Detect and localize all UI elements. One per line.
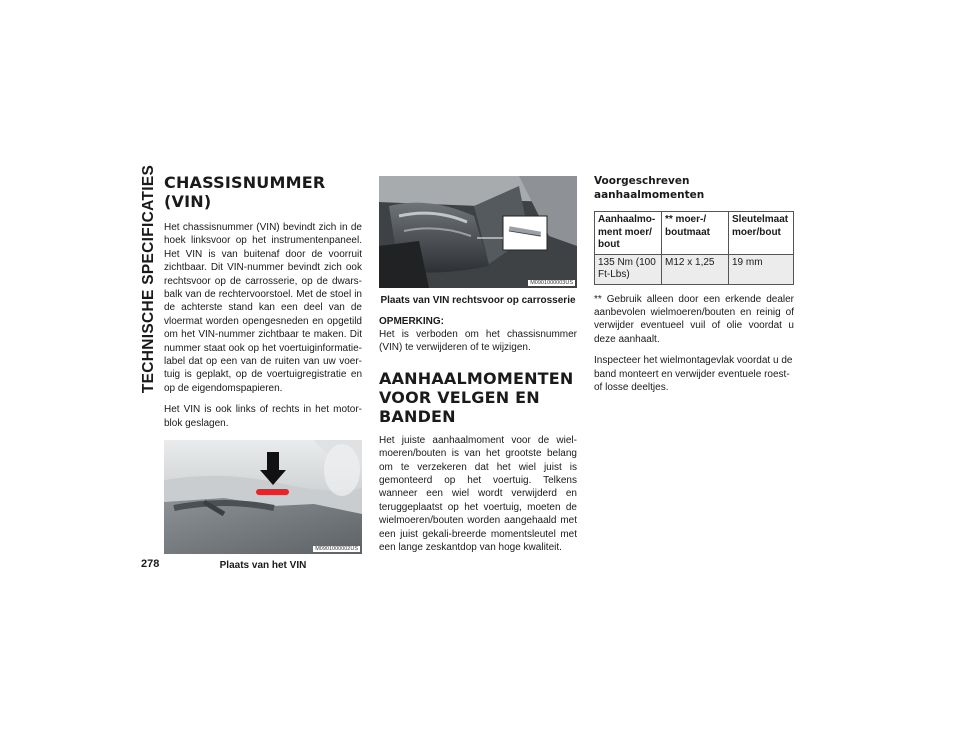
seat-photo-caption: Plaats van VIN rechtsvoor op carrosserie <box>380 295 576 306</box>
torque-spec-table <box>594 211 794 285</box>
table-header-cell: Aanhaalmo-ment moer/ bout <box>595 212 662 255</box>
image-ref-code: M0901000002US <box>315 546 358 553</box>
inspect-paragraph: Inspecteer het wielmontagevlak voordat u de band monteert en verwijder eventuele roest- of losse deeltjes. <box>594 355 793 393</box>
vin-paragraph: Het chassisnummer (VIN) bevindt zich in de hoek linksvoor op het instrumentenpaneel. Het VIN is van buitenaf door de voorruit zichtbaar. Dit VIN-nummer bevindt zich ook rechtsvoor op de carrosserie, op de dwars-balk van de rechtervoorstoel. Met de stoel in de achterste stand kan een deel van de vloermat worden opengesneden en opgetild om het VIN-nummer zichtbaar te maken. Dit nummer staat ook op het voertuiginformatie-label dat op een van de ruiten van uw voer-tuig is geplakt, op de voertuigregistratie en op de eigendomspapieren. <box>164 222 362 394</box>
section-title: TECHNISCHE SPECIFICATIES <box>140 164 157 394</box>
torque-heading-line2: VOOR VELGEN EN BANDEN <box>379 387 540 426</box>
torque-paragraph: Het juiste aanhaalmoment voor de wiel-moeren/bouten is van het grootste belang om te verzekeren dat het wiel juist is gemonteerd op het voertuig. Telkens wanneer een wiel wordt verwijderd en teruggeplaatst op het voertuig, moeten de wielmoeren/bouten worden aangehaald met een juist gekali-breerde momentsleutel met een lange zeskantdop van hoge kwaliteit. <box>379 434 577 554</box>
vin-photo-caption: Plaats van het VIN <box>219 560 307 572</box>
table-cell: 135 Nm (100 Ft-Lbs) <box>595 254 662 284</box>
vin-dashboard-photo <box>164 440 362 554</box>
torque-spec-heading: Voorgeschreven aanhaalmomenten <box>594 175 705 201</box>
seat-vin-photo <box>379 176 577 288</box>
column-2 <box>379 176 577 554</box>
vin-heading: CHASSISNUMMER (VIN) <box>164 173 326 211</box>
image-ref-code: M0901000003US <box>530 280 573 286</box>
torque-heading-line1: AANHAALMOMENTEN <box>379 368 574 388</box>
table-cell: 19 mm <box>729 254 794 284</box>
table-footnote: ** Gebruik alleen door een erkende dealer aanbevolen wielmoeren/bouten en reinig of verwijder eventueel vuil of olie voordat u deze aanhaalt. <box>594 293 794 345</box>
table-header-row <box>595 212 794 255</box>
column-3 <box>594 174 794 394</box>
column-1 <box>164 172 362 572</box>
note-text: Het is verboden om het chassisnummer (VIN) te verwijderen of te wijzigen. <box>379 329 577 354</box>
torque-heading <box>379 369 577 426</box>
note-label: OPMERKING: <box>379 316 444 327</box>
table-header-cell: ** moer-/ boutmaat <box>662 212 729 255</box>
vin-engine-paragraph: Het VIN is ook links of rechts in het motor-blok geslagen. <box>164 404 362 429</box>
table-row <box>595 254 794 284</box>
dashboard-illustration <box>164 440 362 554</box>
table-cell: M12 x 1,25 <box>662 254 729 284</box>
section-side-tab <box>138 164 160 394</box>
table-header-cell: Sleutelmaat moer/bout <box>729 212 794 255</box>
page-number: 278 <box>141 558 160 570</box>
seat-illustration <box>379 176 577 288</box>
